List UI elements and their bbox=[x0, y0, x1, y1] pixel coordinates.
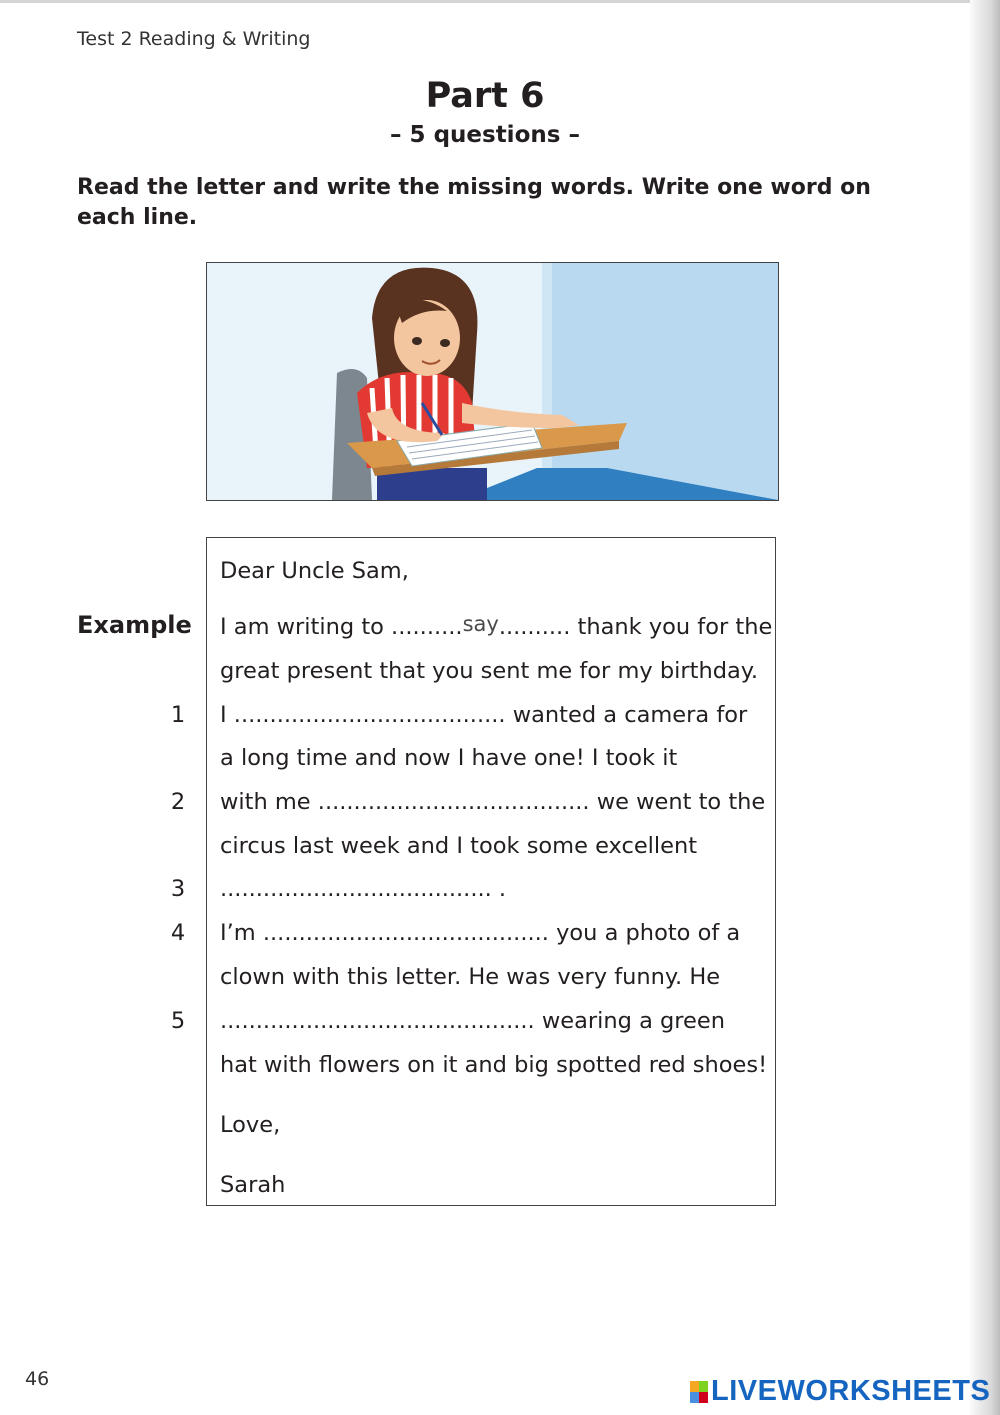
liveworksheets-brand[interactable] bbox=[690, 1375, 990, 1408]
example-answer: say bbox=[462, 612, 499, 636]
question-number: 5 bbox=[170, 1008, 186, 1034]
example-text-before: I am writing to .......... bbox=[220, 614, 463, 640]
letter-line: clown with this letter. He was very funny. He bbox=[220, 964, 721, 990]
letter-greeting: Dear Uncle Sam, bbox=[220, 558, 409, 584]
liveworksheets-logo-icon bbox=[690, 1381, 708, 1403]
question-number: 2 bbox=[170, 789, 186, 815]
instructions: Read the letter and write the missing words. Write one word on each line. bbox=[77, 175, 871, 230]
letter-closing: Love, bbox=[220, 1112, 281, 1138]
letter-line-question-1[interactable]: I ...................................... wanted a camera for bbox=[220, 702, 748, 728]
letter-line: great present that you sent me for my birthday. bbox=[220, 658, 759, 684]
example-text-after: .......... thank you for the bbox=[498, 614, 773, 640]
illustration-drawing bbox=[207, 263, 778, 500]
part-title: Part 6 bbox=[425, 76, 545, 116]
brand-name: LIVEWORKSHEETS bbox=[711, 1375, 991, 1407]
letter-line: circus last week and I took some excellent bbox=[220, 833, 698, 859]
page-edge-shadow bbox=[970, 0, 1000, 1415]
header-label: Test 2 Reading & Writing bbox=[77, 28, 311, 50]
page-number: 46 bbox=[25, 1368, 50, 1390]
part-subtitle: – 5 questions – bbox=[390, 122, 580, 148]
question-number: 1 bbox=[170, 702, 186, 728]
letter-line-question-2[interactable]: with me ...................................... we went to the bbox=[220, 789, 766, 815]
example-line bbox=[220, 614, 772, 640]
letter-line-question-4[interactable]: I’m ........................................ you a photo of a bbox=[220, 920, 741, 946]
letter-line-question-5[interactable]: ............................................ wearing a green bbox=[220, 1008, 725, 1034]
letter-signature: Sarah bbox=[220, 1172, 286, 1198]
top-rule bbox=[0, 0, 1000, 3]
question-number: 4 bbox=[170, 920, 186, 946]
girl-writing-at-desk-illustration bbox=[206, 262, 779, 501]
question-number: 3 bbox=[170, 876, 186, 902]
letter-line: hat with flowers on it and big spotted red shoes! bbox=[220, 1052, 768, 1078]
example-label: Example bbox=[77, 611, 192, 639]
letter-line: a long time and now I have one! I took it bbox=[220, 745, 678, 771]
letter-line-question-3[interactable]: ...................................... . bbox=[220, 876, 507, 902]
